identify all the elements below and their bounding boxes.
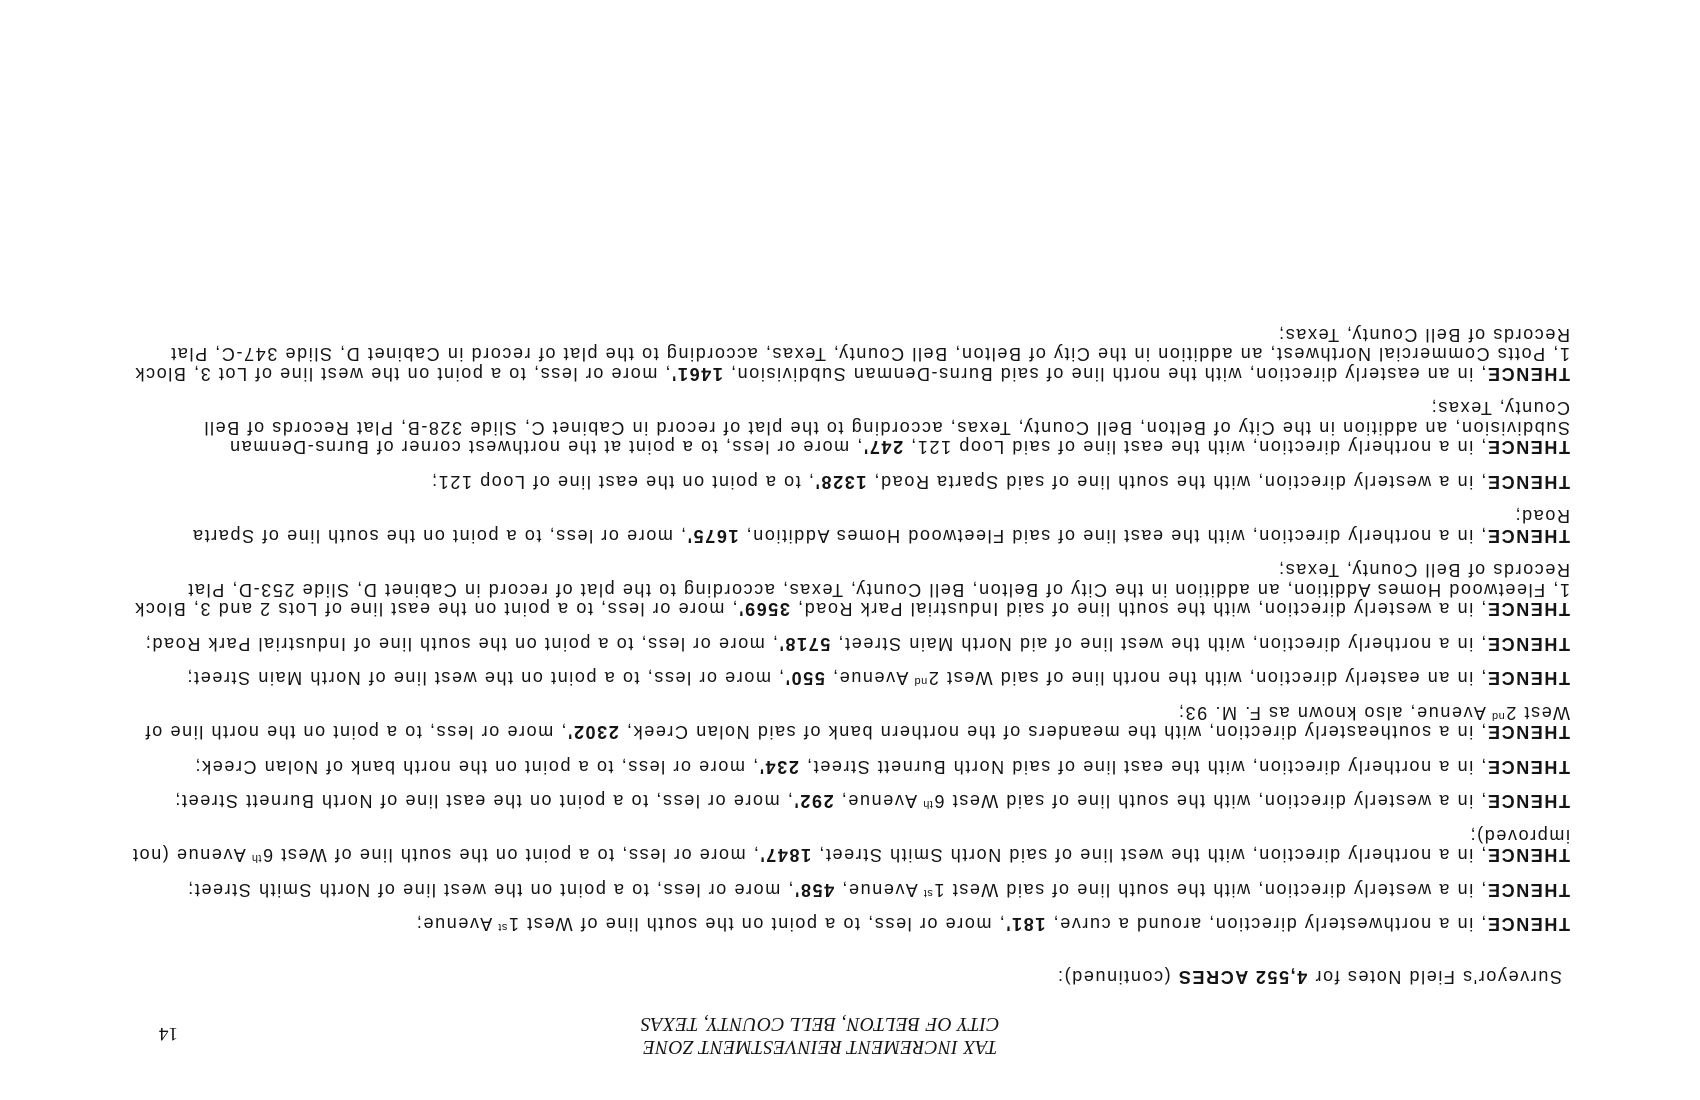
course-distance: 3569'	[737, 599, 790, 620]
course-distance: 2302'	[566, 722, 619, 743]
course-distance: 1675'	[686, 526, 739, 546]
header-line-2: CITY OF BELTON, BELL COUNTY, TEXAS	[640, 1013, 1000, 1034]
document-header	[500, 1012, 1140, 1058]
course-paragraph: THENCE, in a westerly direction, with the south line of said Industrial Park Road, 3569', more or less, to a point on the east line of Lots 2 and 3, Block 1, Fleetwood Homes Addition, an addition in the City of Belton, Bell County, Texas, according to the plat of record in Cabinet D, Slide 253-D, Plat Records of Bell County, Texas;	[133, 560, 1570, 620]
course-distance: 458'	[793, 880, 835, 900]
course-paragraph: THENCE, in a westerly direction, with the south line of said West 1st Avenue, 458', more or less, to a point on the west line of North Smith Street;	[186, 880, 1570, 900]
course-paragraph: THENCE, in an easterly direction, with the north line of said Burns-Denman Subdivision, 1461', more or less, to a point on the west line of Lot 3, Block 1, Potts Commercial Northwest, an addition in the City of Belton, Bell County, Texas, according to the plat of record in Cabinet D, Slide 347-C, Plat Records of Bell County, Texas;	[133, 325, 1570, 384]
course-paragraph: THENCE, in a northerly direction, with the east line of said Fleetwood Homes Addition, 1675', more or less, to a point on the south line of Sparta Road;	[191, 506, 1570, 546]
field-notes-body	[130, 310, 1570, 987]
course-paragraph: THENCE, in a northerly direction, with the west line of aid North Main Street, 5718', more or less, to a point on the south line of Industrial Park Road;	[144, 634, 1570, 654]
course-distance: 247'	[862, 437, 904, 458]
course-distance: 550'	[784, 668, 825, 689]
header-line-1: TAX INCREMENT REINVESTMENT ZONE	[642, 1036, 998, 1057]
course-paragraph: THENCE, in a westerly direction, with the south line of said Sparta Road, 1328', to a point on the east line of Loop 121;	[430, 472, 1570, 492]
course-distance: 1328'	[813, 472, 867, 492]
course-distance: 292'	[792, 791, 834, 812]
course-paragraph: THENCE, in a northwesterly direction, around a curve, 181', more or less, to a point on the south line of West 1st Avenue;	[415, 914, 1570, 935]
field-notes-subtitle: Surveyor's Field Notes for 4,552 ACRES (continued):	[1056, 967, 1562, 987]
course-paragraph: THENCE, in an easterly direction, with the north line of said West 2nd Avenue, 550', more or less, to a point on the west line of North Main Street;	[185, 668, 1570, 689]
course-paragraph: THENCE, in a northerly direction, with the west line of said North Smith Street, 1847', more or less, to a point on the south line of West 6th Avenue (not improved);	[131, 826, 1570, 866]
course-distance: 1461'	[670, 364, 723, 384]
page-number: 14	[159, 1023, 178, 1044]
course-paragraph: THENCE, in a southeasterly direction, with the meanders of the northern bank of said Nolan Creek, 2302', more or less, to a point on the north line of West 2nd Avenue, also known as F. M. 93;	[144, 703, 1570, 743]
course-paragraph: THENCE, in a northerly direction, with the east line of said Loop 121, 247', more or less, to a point at the northwest corner of Burns-Denman Subdivision, an addition in the City of Belton, Bell County, Texas, according to the plat of record in Cabinet C, Slide 328-B, Plat Records of Bell County, Texas;	[202, 398, 1570, 458]
course-distance: 234'	[758, 757, 799, 777]
course-distance: 181'	[1004, 914, 1046, 935]
course-distance: 5718'	[778, 634, 831, 654]
course-distance: 1847'	[758, 845, 812, 866]
course-paragraph: THENCE, in a westerly direction, with the south line of said West 6th Avenue, 292', more or less, to a point on the east line of North Burnett Street;	[173, 791, 1570, 812]
course-paragraph: THENCE, in a northerly direction, with the east line of said North Burnett Street, 234', more or less, to a point on the north bank of Nolan Creek;	[193, 757, 1570, 777]
acreage: 4,552 ACRES	[1177, 967, 1308, 987]
